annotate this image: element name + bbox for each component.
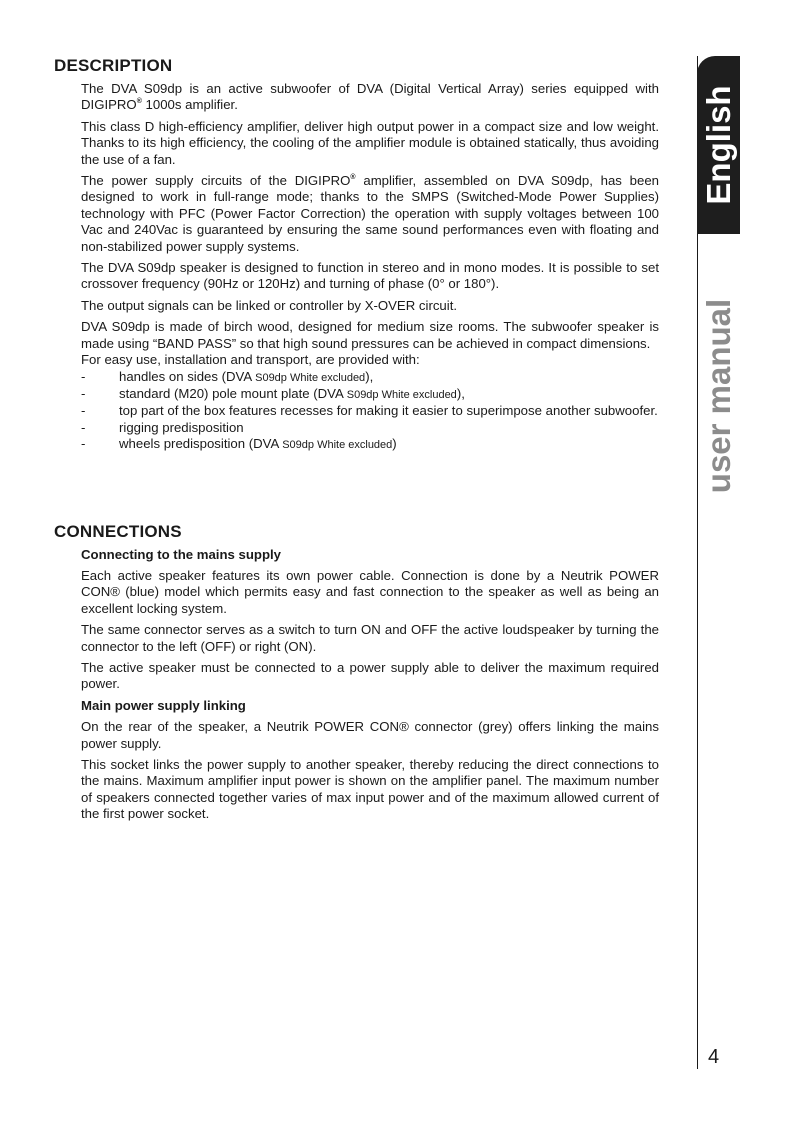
connections-paragraph: On the rear of the speaker, a Neutrik POWER CON® connector (grey) offers linking the mains power supply. xyxy=(81,719,659,751)
description-body xyxy=(54,81,659,454)
description-paragraph: The power supply circuits of the DIGIPRO® amplifier, assembled on DVA S09dp, has been designed to work in full-range mode; thanks to the SMPS (Switched-Mode Power Supplies) technology with PFC (Power Factor Correction) the operation with supply voltages between 100 Vac and 240Vac is guaranteed by ensuring the same sound performances even with floating and non-stabilized power supply systems. xyxy=(81,173,659,254)
connections-heading: CONNECTIONS xyxy=(54,521,182,541)
list-item: - rigging predisposition xyxy=(81,420,659,436)
list-item: - top part of the box features recesses for making it easier to superimpose another subwoofer. xyxy=(81,403,659,419)
language-tab-label: English xyxy=(700,85,737,205)
connections-body xyxy=(54,547,659,823)
user-manual-label: user manual xyxy=(700,298,737,494)
list-item: - wheels predisposition (DVA S09dp White excluded) xyxy=(81,436,659,453)
connections-paragraph: Each active speaker features its own power cable. Connection is done by a Neutrik POWER CON® (blue) model which permits easy and fast connection to the speaker as well as being an excellent locking system. xyxy=(81,567,659,616)
description-heading: DESCRIPTION xyxy=(54,56,173,75)
description-paragraph: The output signals can be linked or controller by X-OVER circuit. xyxy=(81,297,458,313)
subheading-mains-supply: Connecting to the mains supply xyxy=(81,546,282,562)
features-list xyxy=(81,369,659,454)
connections-paragraph: The same connector serves as a switch to turn ON and OFF the active loudspeaker by turning the connector to the left (OFF) or right (ON). xyxy=(81,622,659,654)
description-paragraph: This class D high-efficiency amplifier, deliver high output power in a compact size and low weight. Thanks to its high efficiency, the cooling of the amplifier module is obtained statically, thus avoiding the use of a fan. xyxy=(81,118,659,167)
subheading-power-linking: Main power supply linking xyxy=(81,697,246,713)
connections-paragraph: The active speaker must be connected to a power supply able to deliver the maximum required power. xyxy=(81,659,659,692)
description-paragraph: DVA S09dp is made of birch wood, designed for medium size rooms. The subwoofer speaker is made using “BAND PASS” so that high sound pressures can be achieved in compact dimensions. xyxy=(81,319,659,351)
page-content xyxy=(54,56,659,828)
list-item: - standard (M20) pole mount plate (DVA S09dp White excluded), xyxy=(81,386,659,403)
description-paragraph: The DVA S09dp speaker is designed to function in stereo and in mono modes. It is possible to set crossover frequency (90Hz or 120Hz) and turning of phase (0° or 180°). xyxy=(81,260,659,292)
description-paragraph: The DVA S09dp is an active subwoofer of DVA (Digital Vertical Array) series equipped with DIGIPRO® 1000s amplifier. xyxy=(81,81,659,113)
connections-paragraph: This socket links the power supply to another speaker, thereby reducing the direct connections to the mains. Maximum amplifier input power is shown on the amplifier panel. The maximum number of speakers connected together varies of max input power and of the maximum allowed current of the first power socket. xyxy=(81,757,659,822)
features-intro: For easy use, installation and transport, are provided with: xyxy=(81,352,420,368)
list-item: - handles on sides (DVA S09dp White excluded), xyxy=(81,369,659,386)
page-number: 4 xyxy=(708,1046,720,1068)
